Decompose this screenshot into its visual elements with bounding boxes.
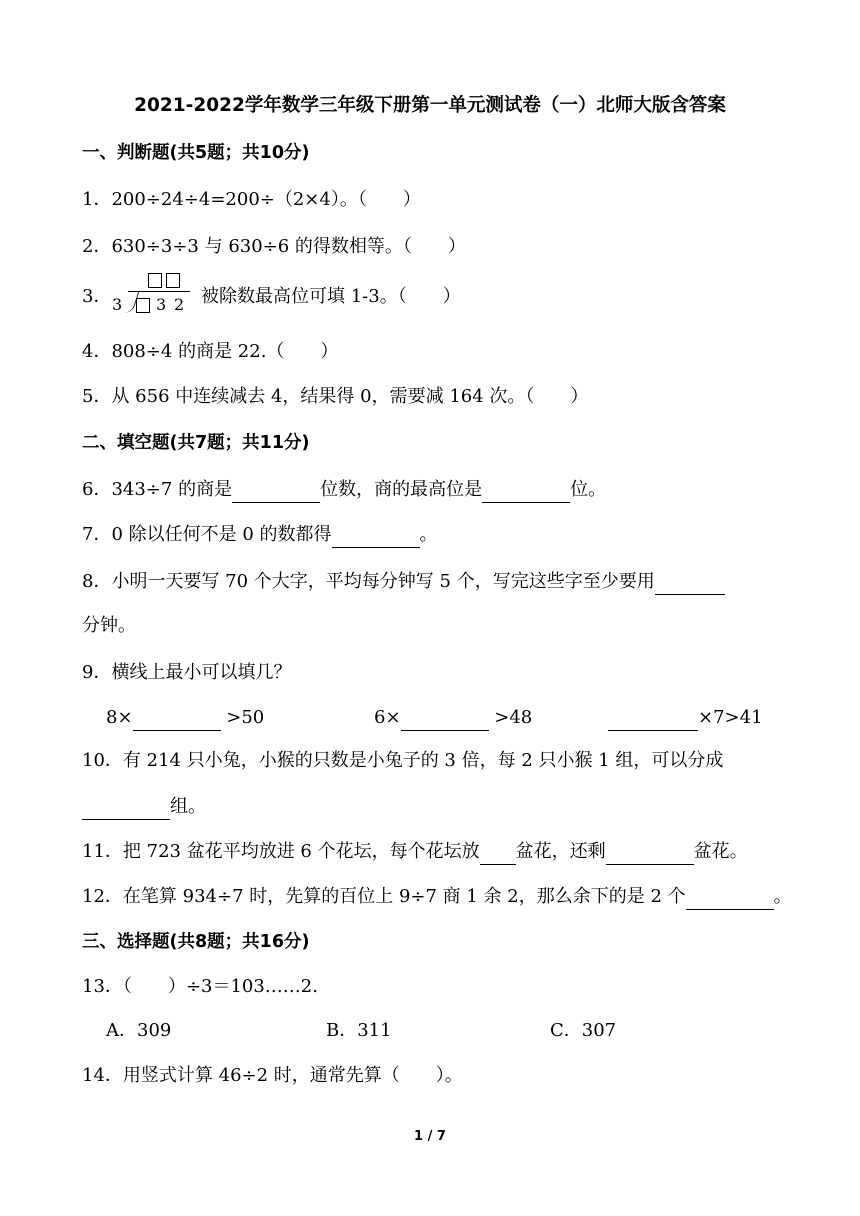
answer-blank[interactable] — [686, 889, 774, 910]
dividend-digit-2: 2 — [174, 295, 185, 314]
question-7-part-b: 。 — [419, 524, 438, 545]
question-6-part-b: 位数，商的最高位是 — [320, 479, 483, 500]
question-7 — [82, 522, 438, 548]
question-2: 2．630÷3÷3 与 630÷6 的得数相等。（ ） — [82, 236, 466, 257]
answer-blank[interactable] — [608, 710, 698, 731]
answer-blank[interactable] — [480, 844, 516, 865]
question-3-number: 3． — [82, 286, 112, 307]
question-6-part-a: 6．343÷7 的商是 — [82, 479, 233, 500]
question-1: 1．200÷24÷4=200÷（2×4）。（ ） — [82, 189, 421, 210]
answer-blank[interactable] — [401, 710, 489, 731]
divisor-digit: 3 — [112, 295, 123, 314]
answer-blank[interactable] — [82, 799, 170, 820]
question-9-expr-3: ×7>41 — [608, 705, 763, 731]
question-12: 12．在笔算 934÷7 时，先算的百位上 9÷7 商 1 余 2，那么余下的是 2 个 。 — [82, 884, 792, 910]
section-heading-fill-blank: 二、填空题(共7题；共11分) — [82, 433, 310, 453]
answer-blank[interactable] — [133, 710, 221, 731]
question-4: 4．808÷4 的商是 22.（ ） — [82, 341, 339, 362]
question-13: 13．（ ）÷3＝103……2. — [82, 976, 318, 997]
quotient-box-2 — [166, 273, 180, 288]
page-number: 1 / 7 — [414, 1129, 446, 1144]
question-7-part-a: 7．0 除以任何不是 0 的数都得 — [82, 524, 332, 545]
section-heading-judgement: 一、判断题(共5题；共10分) — [82, 143, 310, 163]
question-8-part-b: 分钟。 — [82, 615, 136, 636]
page-title: 2021-2022学年数学三年级下册第一单元测试卷（一）北师大版含答案 — [134, 95, 726, 116]
question-9-expr-2: 6× >48 — [374, 705, 532, 731]
option-c[interactable]: C．307 — [550, 1020, 617, 1041]
answer-blank[interactable] — [606, 844, 694, 865]
question-10-answer-line: 组。 — [82, 794, 206, 820]
question-14: 14．用竖式计算 46÷2 时，通常先算（ ）。 — [82, 1065, 463, 1086]
dividend-box — [136, 298, 150, 313]
question-9: 9．横线上最小可以填几？ — [82, 662, 292, 683]
answer-blank[interactable] — [232, 482, 320, 503]
quotient-box-1 — [148, 273, 162, 288]
question-5: 5．从 656 中连续减去 4，结果得 0，需要减 164 次。（ ） — [82, 386, 589, 407]
question-6 — [82, 477, 606, 503]
long-division-figure — [110, 271, 192, 319]
answer-blank[interactable] — [482, 482, 570, 503]
question-10: 10．有 214 只小兔，小猴的只数是小兔子的 3 倍，每 2 只小猴 1 组，可以分成 — [82, 750, 724, 771]
option-b[interactable]: B．311 — [326, 1020, 392, 1041]
option-a[interactable]: A．309 — [106, 1020, 172, 1041]
question-6-part-c: 位。 — [570, 479, 607, 500]
dividend-digit-1: 3 — [156, 295, 167, 314]
section-heading-choice: 三、选择题(共8题；共16分) — [82, 932, 310, 952]
answer-blank[interactable] — [332, 527, 420, 548]
question-11: 11．把 723 盆花平均放进 6 个花坛，每个花坛放 盆花，还剩 盆花。 — [82, 839, 748, 865]
question-8-part-a: 8．小明一天要写 70 个大字，平均每分钟写 5 个，写完这些字至少要用 — [82, 571, 655, 592]
question-8 — [82, 569, 725, 595]
question-9-expr-1: 8× >50 — [106, 705, 264, 731]
question-3-text: 被除数最高位可填 1-3。（ ） — [201, 286, 461, 307]
answer-blank[interactable] — [655, 574, 725, 595]
